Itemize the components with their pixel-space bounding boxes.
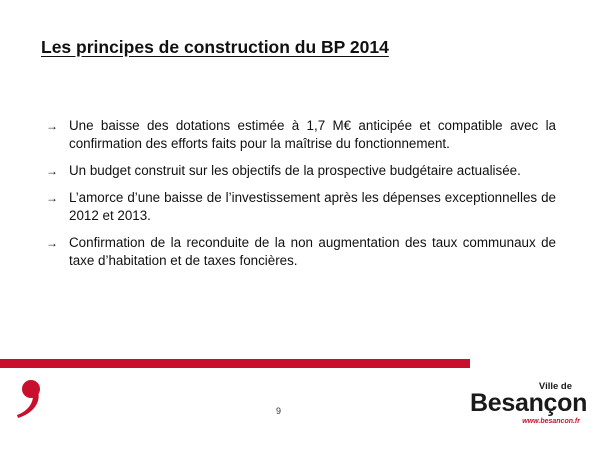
bullet-text: Un budget construit sur les objectifs de la prospective budgétaire actualisée. <box>69 163 521 178</box>
logo-name: Besançon <box>470 389 588 417</box>
logo-ville-de: Ville de <box>538 381 572 392</box>
page-number: 9 <box>276 406 282 416</box>
bullet-item <box>46 234 556 270</box>
logo-url: www.besancon.fr <box>522 418 580 425</box>
bullet-item <box>46 162 556 180</box>
red-comma-icon <box>14 378 44 420</box>
besancon-logo <box>470 381 588 431</box>
slide-title: Les principes de construction du BP 2014 <box>41 37 389 57</box>
bullet-text: Confirmation de la reconduite de la non augmentation des taux communaux de taxe d’habitation et de taxes foncières. <box>69 235 556 268</box>
arrow-right-icon: → <box>46 236 58 250</box>
bullet-text: L’amorce d’une baisse de l’investissement après les dépenses exceptionnelles de 2012 et 2013. <box>69 190 556 223</box>
bullet-item <box>46 117 556 153</box>
bullet-text: Une baisse des dotations estimée à 1,7 M€ anticipée et compatible avec la confirmation des efforts faits pour la maîtrise du fonctionnement. <box>69 118 556 151</box>
bullet-list <box>46 117 556 279</box>
arrow-right-icon: → <box>46 119 58 133</box>
bullet-item <box>46 189 556 225</box>
arrow-right-icon: → <box>46 191 58 205</box>
footer-red-bar <box>0 359 470 368</box>
arrow-right-icon: → <box>46 164 58 178</box>
